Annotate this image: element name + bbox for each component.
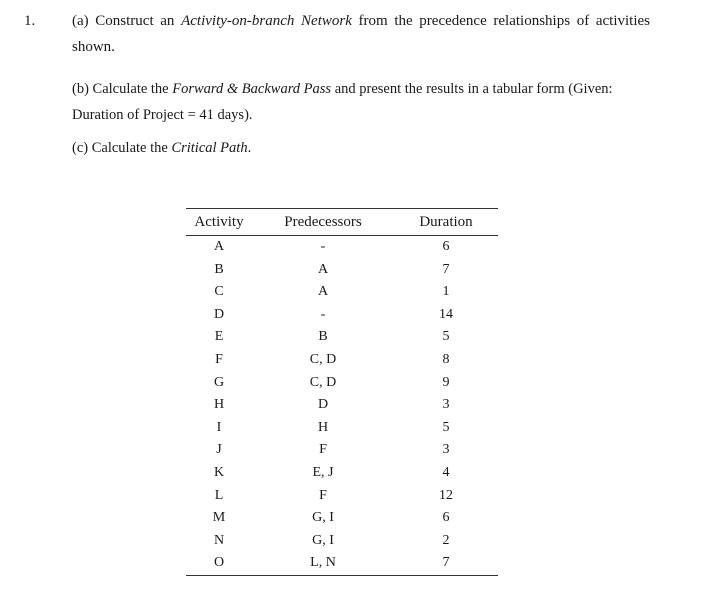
activity-cell: F <box>215 351 223 367</box>
part-c-text <box>72 135 251 161</box>
table-row <box>186 417 498 440</box>
table-row <box>186 304 498 327</box>
part-a-emphasis: Activity-on-branch Network <box>181 13 352 29</box>
table-row <box>186 530 498 553</box>
duration-cell: 2 <box>442 532 450 548</box>
table-row <box>186 281 498 304</box>
duration-cell: 3 <box>442 397 450 413</box>
predecessors-cell: B <box>318 329 328 345</box>
part-b-suffix: and present the results in a tabular form (Given: Duration of Project = 41 days). <box>72 81 613 123</box>
table-row <box>186 462 498 485</box>
predecessors-cell: E, J <box>312 464 334 480</box>
duration-cell: 9 <box>442 374 450 390</box>
predecessors-cell: H <box>317 419 329 435</box>
duration-cell: 5 <box>442 419 450 435</box>
header-duration: Duration <box>394 209 498 236</box>
question-number: 1. <box>24 13 36 29</box>
part-b-prefix: (b) Calculate the <box>72 81 173 97</box>
table-row <box>186 439 498 462</box>
activity-cell: E <box>214 329 224 345</box>
duration-cell: 7 <box>394 552 498 575</box>
activity-cell: A <box>213 239 225 254</box>
duration-cell: 3 <box>442 442 450 458</box>
table-row <box>186 349 498 372</box>
predecessors-cell: G, I <box>312 532 334 548</box>
activity-cell: O <box>186 552 252 575</box>
part-b-text <box>72 76 652 128</box>
table-row <box>186 552 498 575</box>
predecessors-cell: - <box>320 239 326 254</box>
activity-cell: M <box>212 510 226 526</box>
activity-cell: J <box>216 442 222 458</box>
duration-cell: 6 <box>442 239 450 254</box>
part-c-emphasis: Critical Path <box>171 140 248 156</box>
part-b-emphasis: Forward & Backward Pass <box>172 81 332 97</box>
table-row <box>186 259 498 282</box>
predecessors-cell: D <box>317 397 329 413</box>
activity-cell: G <box>213 374 225 390</box>
duration-cell: 7 <box>442 261 450 277</box>
header-predecessors: Predecessors <box>252 209 394 236</box>
table-row <box>186 326 498 349</box>
predecessors-cell: - <box>320 306 326 322</box>
activity-cell: L <box>214 487 224 503</box>
predecessors-cell: C, D <box>309 351 337 367</box>
activity-cell: D <box>213 306 225 322</box>
duration-cell: 8 <box>442 351 450 367</box>
predecessors-cell: A <box>317 284 329 300</box>
precedence-table <box>186 208 498 576</box>
table-row <box>186 372 498 395</box>
predecessors-cell: F <box>319 442 327 458</box>
duration-cell: 6 <box>442 510 450 526</box>
duration-cell: 1 <box>442 284 450 300</box>
part-c-prefix: (c) Calculate the <box>72 140 172 156</box>
table-row <box>186 394 498 417</box>
part-c-suffix: . <box>247 140 252 156</box>
predecessors-cell: A <box>317 261 329 277</box>
predecessors-cell: C, D <box>309 374 337 390</box>
table-row <box>186 485 498 508</box>
table-row <box>186 236 498 259</box>
predecessors-cell: G, I <box>312 510 334 526</box>
table-row <box>186 507 498 530</box>
activity-cell: B <box>214 261 224 277</box>
table-header-row <box>186 209 498 236</box>
activity-cell: N <box>213 532 225 548</box>
part-a-text <box>72 8 650 60</box>
duration-cell: 5 <box>442 329 450 345</box>
duration-cell: 12 <box>439 487 453 503</box>
activity-cell: K <box>213 464 225 480</box>
activity-cell: I <box>216 419 222 435</box>
duration-cell: 4 <box>442 464 450 480</box>
duration-cell: 14 <box>439 306 453 322</box>
part-a-prefix: (a) Construct an <box>72 13 182 29</box>
header-activity: Activity <box>186 209 252 236</box>
predecessors-cell: F <box>319 487 327 503</box>
part-a-suffix: from the precedence relationships of activities shown. <box>72 13 650 55</box>
activity-cell: C <box>214 284 224 300</box>
activity-cell: H <box>213 397 225 413</box>
predecessors-cell: L, N <box>252 552 394 575</box>
